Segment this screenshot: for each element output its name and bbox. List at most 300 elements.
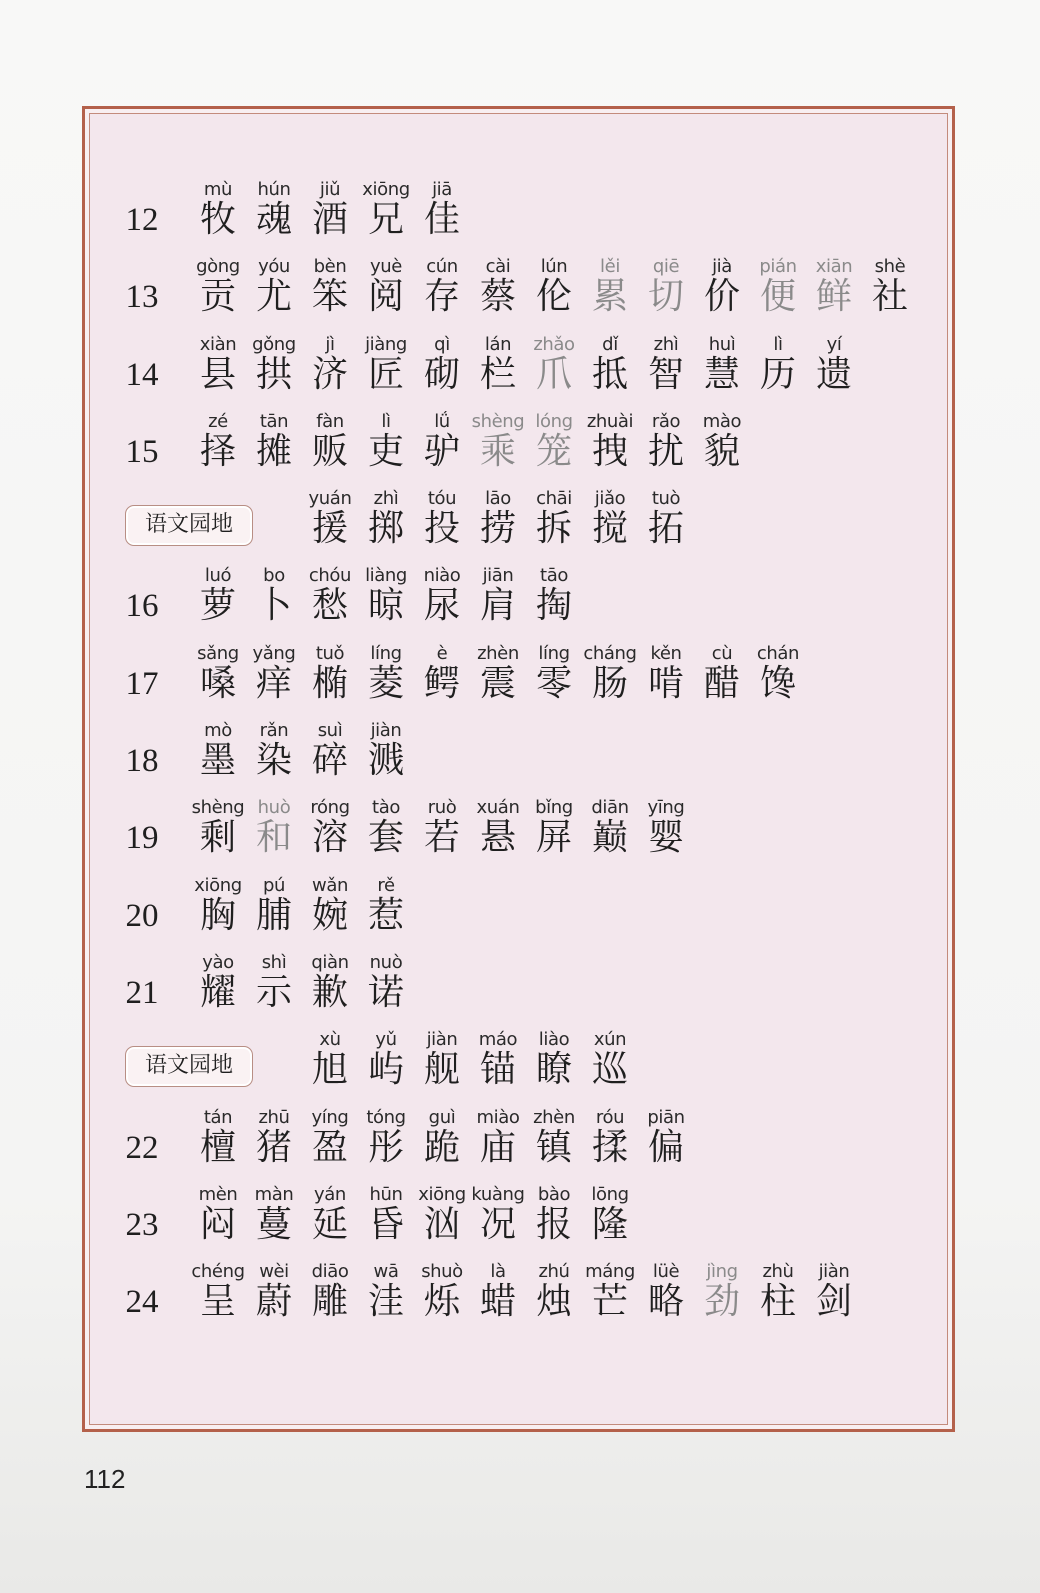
character-entry [302,711,358,788]
character-entry [414,1252,470,1329]
pinyin: shèng [471,410,525,432]
pinyin: zhǎo [533,333,575,355]
lesson-row [0,866,1040,943]
pinyin: lì [381,410,391,432]
character-entry [470,788,526,865]
character-entry [246,788,302,865]
hanzi: 馋 [759,662,796,704]
hanzi: 拱 [255,353,292,395]
hanzi: 剩 [199,817,236,859]
lesson-number: 17 [125,665,159,702]
character-entry [190,634,246,711]
pinyin: sǎng [197,642,239,664]
lesson-row [0,247,1040,324]
pinyin: zhū [258,1106,290,1128]
pinyin: xiàn [199,333,237,355]
pinyin: wā [373,1261,399,1283]
pinyin: qiē [652,256,680,278]
character-entry [190,247,246,324]
pinyin: lán [484,333,512,355]
pinyin: xiōng [362,179,410,200]
character-entry [302,1098,358,1175]
character-entry [246,325,302,402]
pinyin: xuán [476,797,520,819]
hanzi: 婴 [647,817,684,859]
hanzi: 舰 [423,1049,460,1091]
hanzi: 拆 [535,508,572,550]
hanzi: 耀 [199,971,236,1013]
pinyin: jiàn [426,1029,458,1051]
character-entry [414,556,470,633]
hanzi: 肠 [591,662,628,704]
hanzi: 乘 [479,430,516,472]
pinyin: tán [203,1106,233,1128]
pinyin: kuàng [471,1183,525,1205]
hanzi: 呈 [199,1281,236,1323]
pinyin: liàng [365,565,407,587]
character-entry [302,943,358,1020]
hanzi: 驴 [423,430,460,472]
character-list [190,866,414,943]
character-entry [246,1098,302,1175]
pinyin: jiàn [370,720,402,742]
pinyin: diān [591,797,629,819]
pinyin: pián [759,256,797,278]
character-entry [190,556,246,633]
character-entry [190,325,246,402]
lesson-row [0,556,1040,633]
hanzi: 猪 [255,1126,292,1168]
pinyin: cù [711,642,733,664]
character-entry [414,788,470,865]
hanzi: 胸 [199,894,236,936]
hanzi: 碎 [311,740,348,782]
pinyin: zhèn [533,1106,575,1128]
pinyin: zhì [373,488,399,510]
character-entry [526,479,582,556]
character-entry [358,402,414,479]
hanzi: 卜 [255,585,292,627]
pinyin: yīng [647,797,685,819]
character-entry [358,170,414,247]
character-entry [414,634,470,711]
hanzi: 跪 [423,1126,460,1168]
lesson-row [0,325,1040,402]
review-section-badge: 语文园地 [125,505,253,546]
hanzi: 鳄 [423,662,460,704]
hanzi: 蔚 [255,1281,292,1323]
pinyin: wèi [259,1261,289,1283]
hanzi: 芒 [591,1281,628,1323]
hanzi: 雕 [311,1281,348,1323]
hanzi: 搅 [591,508,628,550]
lesson-row [0,711,1040,788]
pinyin: tóng [366,1106,406,1128]
hanzi: 椭 [311,662,348,704]
pinyin: piān [647,1106,685,1128]
hanzi: 拽 [591,430,628,472]
character-entry [358,866,414,943]
hanzi: 肩 [479,585,516,627]
character-entry [638,325,694,402]
hanzi: 援 [311,508,348,550]
character-entry [190,788,246,865]
hanzi: 歉 [311,971,348,1013]
pinyin: xiōng [194,874,242,896]
pinyin: yuán [308,488,352,510]
character-list [190,711,414,788]
character-entry [470,402,526,479]
character-list [302,479,694,556]
pinyin: hūn [369,1183,403,1205]
pinyin: mào [702,410,742,432]
hanzi: 扰 [647,430,684,472]
pinyin: bào [537,1183,571,1205]
character-entry [302,556,358,633]
hanzi: 隆 [591,1203,628,1245]
pinyin: xù [319,1029,341,1051]
pinyin: gòng [196,256,240,278]
lesson-number: 15 [125,433,159,470]
lesson-number: 24 [125,1284,159,1321]
character-entry [638,634,694,711]
hanzi: 尤 [255,276,292,318]
hanzi: 零 [535,662,572,704]
character-entry [638,402,694,479]
character-entry [806,247,862,324]
character-list [190,402,750,479]
pinyin: shì [261,951,287,973]
pinyin: bèn [313,256,347,278]
character-entry [582,1020,638,1097]
pinyin: jià [712,256,732,278]
character-entry [246,247,302,324]
hanzi: 延 [311,1203,348,1245]
pinyin: lún [540,256,568,278]
character-entry [582,325,638,402]
character-entry [694,247,750,324]
hanzi: 脯 [255,894,292,936]
pinyin: jiǎo [594,488,626,510]
character-entry [526,402,582,479]
character-entry [358,1098,414,1175]
character-entry [414,1175,470,1252]
hanzi: 爪 [535,353,572,395]
pinyin: máo [478,1029,518,1051]
hanzi: 揉 [591,1126,628,1168]
hanzi: 蔓 [255,1203,292,1245]
character-entry [582,1098,638,1175]
hanzi: 愁 [311,585,348,627]
character-list [190,556,582,633]
hanzi: 择 [199,430,236,472]
lesson-row [0,170,1040,247]
hanzi: 鲜 [815,276,852,318]
character-entry [246,402,302,479]
hanzi: 菱 [367,662,404,704]
pinyin: gǒng [252,333,296,355]
character-entry [582,1175,638,1252]
character-list [190,788,694,865]
pinyin: qì [434,333,450,355]
character-entry [190,866,246,943]
pinyin: zhèn [477,642,519,664]
character-list [302,1020,638,1097]
hanzi: 况 [479,1203,516,1245]
character-entry [246,634,302,711]
character-entry [526,247,582,324]
pinyin: chán [756,642,800,664]
character-entry [526,1098,582,1175]
pinyin: jì [325,333,335,355]
pinyin: yào [202,951,234,973]
pinyin: róng [310,797,350,819]
character-entry [750,1252,806,1329]
hanzi: 社 [871,276,908,318]
hanzi: 切 [647,276,684,318]
pinyin: yuè [370,256,402,278]
character-entry [526,634,582,711]
pinyin: jiàng [365,333,407,355]
hanzi: 存 [423,276,460,318]
hanzi: 佳 [423,199,460,240]
pinyin: hún [257,179,291,200]
character-entry [750,247,806,324]
lesson-row [0,1175,1040,1252]
hanzi: 笼 [535,430,572,472]
character-entry [358,1020,414,1097]
hanzi: 瞭 [535,1049,572,1091]
lesson-number: 14 [125,356,159,393]
hanzi: 痒 [255,662,292,704]
character-entry [470,1175,526,1252]
hanzi: 洼 [367,1281,404,1323]
character-entry [302,866,358,943]
pinyin: liào [538,1029,570,1051]
hanzi: 屿 [367,1049,404,1091]
pinyin: jiǔ [319,179,341,200]
character-entry [190,170,246,247]
pinyin: diāo [311,1261,349,1283]
hanzi: 嗓 [199,662,236,704]
pinyin: huò [257,797,291,819]
pinyin: lóng [535,410,573,432]
character-entry [638,1098,694,1175]
pinyin: zé [208,410,228,432]
pinyin: shè [874,256,906,278]
pinyin: líng [370,642,402,664]
hanzi: 蔡 [479,276,516,318]
pinyin: mèn [198,1183,238,1205]
character-entry [470,479,526,556]
hanzi: 啃 [647,662,684,704]
character-entry [246,866,302,943]
character-list [190,325,862,402]
pinyin: tào [372,797,400,819]
hanzi: 剑 [815,1281,852,1323]
pinyin: mù [203,179,233,200]
pinyin: yí [826,333,842,355]
pinyin: miào [476,1106,520,1128]
pinyin: xiān [815,256,853,278]
pinyin: jiàn [818,1261,850,1283]
hanzi: 砌 [423,353,460,395]
character-entry [414,402,470,479]
character-list [190,634,806,711]
pinyin: yóu [258,256,290,278]
hanzi: 伦 [535,276,572,318]
hanzi: 溅 [367,740,404,782]
character-entry [526,556,582,633]
pinyin: bǐng [535,797,573,819]
pinyin: cài [485,256,511,278]
pinyin: xiōng [418,1183,466,1205]
hanzi: 遗 [815,353,852,395]
character-entry [694,1252,750,1329]
character-entry [806,325,862,402]
hanzi: 震 [479,662,516,704]
hanzi: 慧 [703,353,740,395]
character-entry [190,1252,246,1329]
lesson-number: 21 [125,974,159,1011]
hanzi: 墨 [199,740,236,782]
character-entry [246,1252,302,1329]
hanzi: 尿 [423,585,460,627]
hanzi: 若 [423,817,460,859]
pinyin: líng [538,642,570,664]
character-entry [470,1098,526,1175]
pinyin: lōng [591,1183,629,1205]
character-entry [358,788,414,865]
hanzi: 醋 [703,662,740,704]
pinyin: nuò [369,951,403,973]
pinyin: tuò [651,488,681,510]
pinyin: shuò [421,1261,463,1283]
character-entry [190,943,246,1020]
character-entry [358,247,414,324]
hanzi: 示 [255,971,292,1013]
page-number: 112 [84,1464,126,1494]
character-entry [582,634,638,711]
hanzi: 历 [759,353,796,395]
hanzi: 累 [591,276,628,318]
character-list [190,1098,694,1175]
hanzi: 烛 [535,1281,572,1323]
pinyin: huì [708,333,736,355]
hanzi: 彤 [367,1126,404,1168]
review-section-badge: 语文园地 [125,1046,253,1087]
hanzi: 巡 [591,1049,628,1091]
hanzi: 兄 [367,199,404,240]
pinyin: fàn [316,410,344,432]
hanzi: 巅 [591,817,628,859]
pinyin: chóu [308,565,352,587]
pinyin: lüè [652,1261,680,1283]
character-entry [638,479,694,556]
character-entry [470,1020,526,1097]
hanzi: 蜡 [479,1281,516,1323]
character-entry [470,247,526,324]
character-entry [582,247,638,324]
character-entry [302,479,358,556]
pinyin: cún [426,256,458,278]
pinyin: bo [263,565,285,587]
pinyin: suì [317,720,343,742]
pinyin: là [490,1261,506,1283]
character-entry [414,170,470,247]
hanzi: 拓 [647,508,684,550]
hanzi: 酒 [311,199,348,240]
hanzi: 摊 [255,430,292,472]
pinyin: tuǒ [315,642,345,664]
character-entry [358,479,414,556]
pinyin: màn [254,1183,294,1205]
character-entry [694,402,750,479]
character-entry [358,325,414,402]
character-entry [582,1252,638,1329]
hanzi: 智 [647,353,684,395]
character-entry [750,325,806,402]
pinyin: tāo [540,565,568,587]
lesson-row [0,634,1040,711]
pinyin: zhuài [586,410,634,432]
character-entry [358,634,414,711]
character-entry [358,556,414,633]
lesson-number: 18 [125,743,159,780]
hanzi: 惹 [367,894,404,936]
hanzi: 和 [255,817,292,859]
pinyin: róu [595,1106,625,1128]
lesson-number: 22 [125,1129,159,1166]
character-entry [638,788,694,865]
hanzi: 镇 [535,1126,572,1168]
character-entry [414,1020,470,1097]
pinyin: mò [204,720,232,742]
hanzi: 屏 [535,817,572,859]
character-entry [302,1252,358,1329]
character-entry [190,711,246,788]
character-entry [470,556,526,633]
hanzi: 套 [367,817,404,859]
pinyin: rě [377,874,395,896]
pinyin: ruò [427,797,457,819]
pinyin: shèng [191,797,245,819]
hanzi: 略 [647,1281,684,1323]
character-entry [414,1098,470,1175]
lesson-row [0,402,1040,479]
lesson-row [0,943,1040,1020]
character-entry [190,1175,246,1252]
character-entry [862,247,918,324]
pinyin: zhù [762,1261,794,1283]
pinyin: máng [585,1261,635,1283]
pinyin: xún [593,1029,627,1051]
pinyin: rǎn [259,720,289,742]
character-list [190,1175,638,1252]
pinyin: lì [773,333,783,355]
character-entry [470,1252,526,1329]
pinyin: jìng [706,1261,738,1283]
character-entry [302,402,358,479]
character-entry [638,1252,694,1329]
hanzi: 闷 [199,1203,236,1245]
hanzi: 济 [311,353,348,395]
character-entry [190,402,246,479]
character-entry [246,1175,302,1252]
character-entry [414,479,470,556]
hanzi: 投 [423,508,460,550]
character-entry [526,1020,582,1097]
